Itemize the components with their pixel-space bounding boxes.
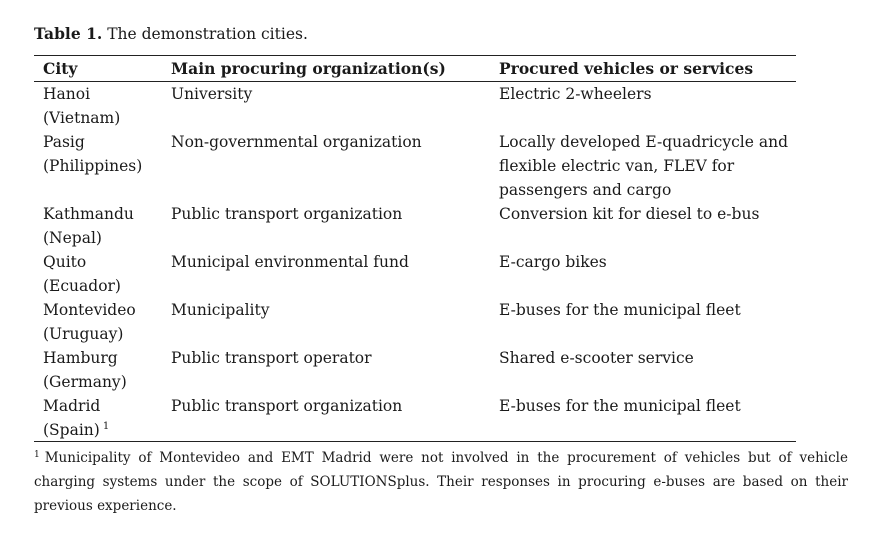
cell-organization-line: Public transport organization <box>171 205 403 223</box>
cell-city-line: Kathmandu <box>43 205 134 223</box>
table-row <box>0 298 875 346</box>
cell-vehicles-line: E-cargo bikes <box>499 253 607 271</box>
cell-city-line: (Nepal) <box>43 229 102 247</box>
cell-organization-line: Non-governmental organization <box>171 133 422 151</box>
table-caption-text: The demonstration cities. <box>107 25 308 43</box>
cell-city-line: (Germany) <box>43 373 127 391</box>
cell-vehicles <box>499 394 799 418</box>
cell-city-line: Hanoi <box>43 85 91 103</box>
header-organization: Main procuring organization(s) <box>171 59 446 78</box>
cell-vehicles <box>499 346 799 370</box>
cell-vehicles-line: Electric 2-wheelers <box>499 85 652 103</box>
table-header-row <box>0 58 875 80</box>
cell-vehicles-line: passengers and cargo <box>499 181 672 199</box>
cell-vehicles <box>499 250 799 274</box>
cell-city-line: (Vietnam) <box>43 109 121 127</box>
cell-city-line: (Uruguay) <box>43 325 124 343</box>
table-row <box>0 346 875 394</box>
cell-city-line: Madrid <box>43 397 101 415</box>
cell-city-line: Hamburg <box>43 349 118 367</box>
cell-organization <box>171 82 491 106</box>
cell-city <box>43 298 168 346</box>
table-row <box>0 202 875 250</box>
cell-city <box>43 130 168 178</box>
cell-vehicles-line: E-buses for the municipal fleet <box>499 301 741 319</box>
cell-organization-line: Public transport operator <box>171 349 372 367</box>
cell-vehicles-line: Locally developed E-quadricycle and <box>499 133 788 151</box>
table-caption <box>34 24 308 44</box>
cell-vehicles <box>499 130 799 202</box>
table-footnote <box>34 446 848 518</box>
table-top-rule <box>34 55 796 56</box>
cell-city-line: (Ecuador) <box>43 277 121 295</box>
footnote-mark: 1 <box>34 449 40 460</box>
cell-organization <box>171 130 491 154</box>
cell-organization <box>171 346 491 370</box>
footnote-text: Municipality of Montevideo and EMT Madrid were not involved in the procurement of vehicles but of vehicle charging systems under the scope of SOLUTIONSplus. Their responses in procuring e-buses are based on their previous experience. <box>34 450 848 514</box>
cell-city <box>43 202 168 250</box>
cell-vehicles <box>499 82 799 106</box>
cell-organization-line: University <box>171 85 253 103</box>
table-caption-label: Table 1. <box>34 24 103 43</box>
cell-organization <box>171 298 491 322</box>
table-row <box>0 250 875 298</box>
cell-vehicles-line: E-buses for the municipal fleet <box>499 397 741 415</box>
table-bottom-rule <box>34 441 796 442</box>
table-row <box>0 394 875 442</box>
cell-vehicles-line: flexible electric van, FLEV for <box>499 157 735 175</box>
cell-city-line <box>43 418 168 442</box>
cell-city <box>43 394 168 442</box>
cell-city-line: Pasig <box>43 133 85 151</box>
cell-city-line: Montevideo <box>43 301 136 319</box>
cell-city-line: (Philippines) <box>43 157 143 175</box>
cell-organization <box>171 394 491 418</box>
cell-city-line: Quito <box>43 253 87 271</box>
cell-vehicles <box>499 298 799 322</box>
table-body <box>0 82 875 442</box>
header-vehicles: Procured vehicles or services <box>499 59 754 78</box>
cell-vehicles <box>499 202 799 226</box>
cell-city-text: (Spain) <box>43 421 100 439</box>
footnote-reference: 1 <box>102 420 110 432</box>
cell-vehicles-line: Conversion kit for diesel to e-bus <box>499 205 760 223</box>
table-row <box>0 130 875 202</box>
cell-organization <box>171 202 491 226</box>
table-row <box>0 82 875 130</box>
cell-city <box>43 250 168 298</box>
cell-organization <box>171 250 491 274</box>
cell-city <box>43 346 168 394</box>
cell-organization-line: Municipality <box>171 301 270 319</box>
cell-organization-line: Municipal environmental fund <box>171 253 409 271</box>
cell-organization-line: Public transport organization <box>171 397 403 415</box>
header-city: City <box>43 59 78 78</box>
cell-city <box>43 82 168 130</box>
cell-vehicles-line: Shared e-scooter service <box>499 349 694 367</box>
